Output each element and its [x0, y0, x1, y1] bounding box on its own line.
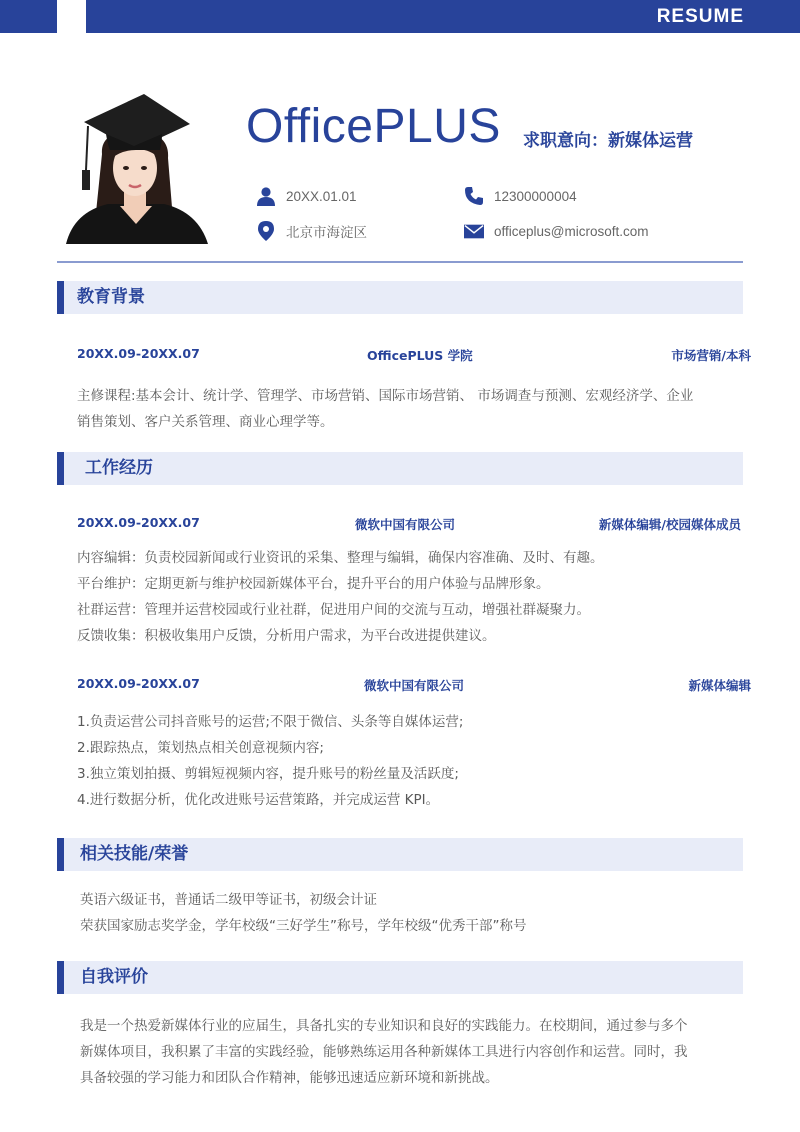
section-work-header — [57, 452, 743, 485]
text-line: 平台维护：定期更新与维护校园新媒体平台，提升平台的用户体验与品牌形象。 — [77, 576, 550, 592]
section-marker — [57, 838, 64, 871]
education-school: OfficePLUS 学院 — [367, 348, 473, 363]
education-courses — [77, 383, 761, 435]
section-title: 教育背景 — [77, 287, 145, 307]
text-line: 销售策划、客户关系管理、商业心理学等。 — [77, 414, 334, 430]
section-marker — [57, 961, 64, 994]
job-company: 微软中国有限公司 — [364, 678, 465, 693]
education-major: 市场营销/本科 — [671, 348, 751, 363]
text-line: 反馈收集：积极收集用户反馈，分析用户需求，为平台改进提供建议。 — [77, 628, 496, 644]
education-row — [77, 346, 751, 364]
text-line: 内容编辑：负责校园新闻或行业资讯的采集、整理与编辑，确保内容准确、及时、有趣。 — [77, 550, 604, 566]
phone-text[interactable]: 12300000004 — [494, 188, 577, 204]
section-self-header — [57, 961, 743, 994]
birthday-text: 20XX.01.01 — [286, 188, 357, 204]
job-company: 微软中国有限公司 — [355, 517, 456, 532]
header-divider — [57, 261, 743, 263]
text-line: 荣获国家励志奖学金，学年校级“三好学生”称号，学年校级“优秀干部”称号 — [80, 918, 527, 934]
job-description — [77, 709, 761, 813]
contact-phone[interactable] — [464, 186, 577, 206]
address-text: 北京市海淀区 — [286, 225, 367, 240]
job-description — [77, 545, 761, 649]
education-date: 20XX.09-20XX.07 — [77, 346, 200, 361]
job-role: 新媒体编辑 — [688, 678, 751, 693]
section-marker — [57, 452, 64, 485]
contact-birthday — [256, 186, 357, 206]
job-role: 新媒体编辑/校园媒体成员 — [598, 517, 741, 532]
text-line: 具备较强的学习能力和团队合作精神，能够迅速适应新环境和新挑战。 — [80, 1070, 499, 1086]
section-title: 自我评价 — [80, 967, 148, 987]
text-line: 英语六级证书，普通话二级甲等证书，初级会计证 — [80, 892, 377, 908]
text-line: 我是一个热爱新媒体行业的应届生，具备扎实的专业知识和良好的实践能力。在校期间，通过参与多个 — [80, 1018, 688, 1034]
text-line: 4.进行数据分析，优化改进账号运营策路，并完成运营 KPI。 — [77, 792, 440, 808]
contact-address — [256, 221, 367, 241]
section-marker — [57, 281, 64, 314]
person-icon — [256, 186, 276, 206]
envelope-icon — [464, 221, 484, 241]
job-intent: 求职意向：新媒体运营 — [523, 131, 693, 151]
job-date: 20XX.09-20XX.07 — [77, 676, 200, 691]
text-line: 3.独立策划拍摄、剪辑短视频内容，提升账号的粉丝量及活跃度; — [77, 766, 459, 782]
section-skills-header — [57, 838, 743, 871]
resume-label: RESUME — [656, 6, 744, 27]
job-row — [77, 515, 741, 533]
contact-email[interactable] — [464, 221, 649, 241]
phone-icon — [464, 186, 484, 206]
section-title: 工作经历 — [85, 458, 153, 478]
email-text[interactable]: officeplus@microsoft.com — [494, 223, 649, 239]
skills-text — [80, 887, 764, 939]
candidate-name: OfficePLUS — [246, 100, 501, 153]
self-evaluation-text — [80, 1013, 764, 1091]
location-pin-icon — [256, 221, 276, 241]
top-bar — [86, 0, 800, 33]
section-education-header — [57, 281, 743, 314]
section-title: 相关技能/荣誉 — [80, 844, 189, 864]
job-row — [77, 676, 751, 694]
text-line: 2.跟踪热点，策划热点相关创意视频内容; — [77, 740, 324, 756]
text-line: 社群运营：管理并运营校园或行业社群，促进用户间的交流与互动，增强社群凝聚力。 — [77, 602, 590, 618]
top-bar-left-block — [0, 0, 57, 33]
text-line: 1.负责运营公司抖音账号的运营;不限于微信、头条等自媒体运营; — [77, 714, 464, 730]
text-line: 主修课程:基本会计、统计学、管理学、市场营销、国际市场营销、 市场调查与预测、宏观经济学、企业 — [77, 388, 694, 404]
profile-photo — [64, 92, 210, 244]
text-line: 新媒体项目，我积累了丰富的实践经验，能够熟练运用各种新媒体工具进行内容创作和运营。同时，我 — [80, 1044, 688, 1060]
job-date: 20XX.09-20XX.07 — [77, 515, 200, 530]
